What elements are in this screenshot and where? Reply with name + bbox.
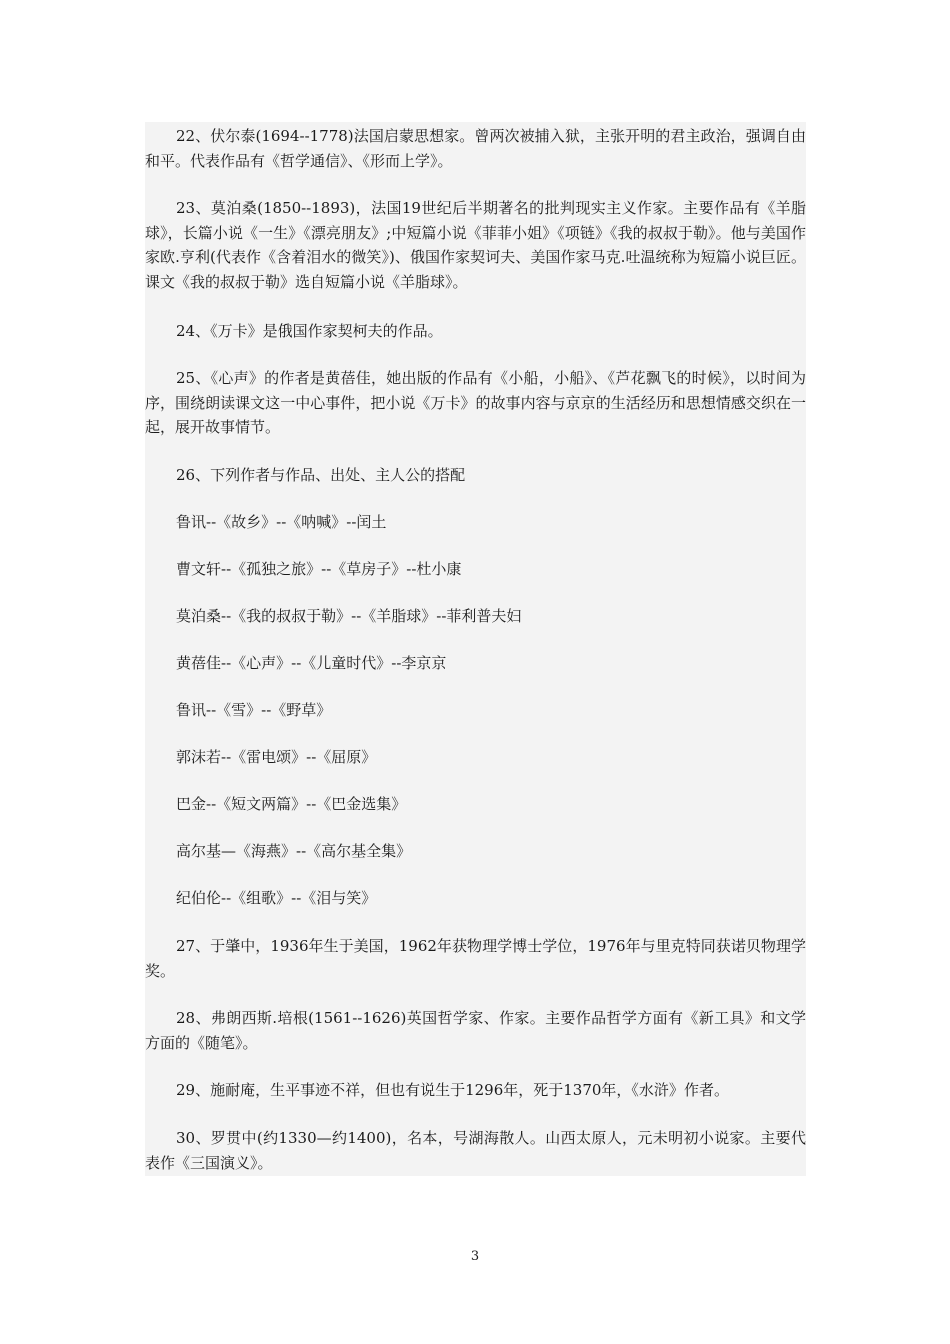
pairing-item: 高尔基—《海燕》--《高尔基全集》: [176, 842, 412, 860]
page-number: 3: [470, 1249, 480, 1264]
paragraph-22: 22、伏尔泰(1694--1778)法国启蒙思想家。曾两次被捕入狱，主张开明的君主政治，强调自由和平。代表作品有《哲学通信》、《形而上学》。: [145, 127, 806, 170]
pairing-item: 巴金--《短文两篇》--《巴金选集》: [176, 795, 407, 813]
pairing-item: 鲁讯--《故乡》--《呐喊》--闰土: [176, 513, 387, 531]
pairing-item: 鲁讯--《雪》--《野草》: [176, 701, 332, 719]
paragraph-28: 28、弗朗西斯.培根(1561--1626)英国哲学家、作家。主要作品哲学方面有《新工具》和文学方面的《随笔》。: [145, 1009, 806, 1052]
paragraph-24: 24、《万卡》是俄国作家契柯夫的作品。: [176, 322, 443, 340]
pairing-item: 曹文轩--《孤独之旅》--《草房子》--杜小康: [176, 560, 462, 578]
pairing-item: 纪伯伦--《组歌》--《泪与笑》: [176, 889, 377, 907]
paragraph-27: 27、于肇中，1936年生于美国，1962年获物理学博士学位，1976年与里克特同获诺贝物理学奖。: [145, 937, 806, 980]
paragraph-26: 26、下列作者与作品、出处、主人公的搭配: [176, 466, 466, 484]
paragraph-23: 23、莫泊桑(1850--1893)，法国19世纪后半期著名的批判现实主义作家。主要作品有《羊脂球》，长篇小说《一生》《漂亮朋友》;中短篇小说《菲菲小姐》《项链》《我的叔叔于勒》。他与美国作家欧.亨利(代表作《含着泪水的微笑》)、俄国作家契诃夫、美国作家马克.吐温统称为短篇小说巨匠。课文《我的叔叔于勒》选自短篇小说《羊脂球》。: [145, 199, 806, 291]
pairing-item: 莫泊桑--《我的叔叔于勒》--《羊脂球》--菲利普夫妇: [176, 607, 522, 625]
pairing-item: 郭沫若--《雷电颂》--《屈原》: [176, 748, 377, 766]
paragraph-30: 30、罗贯中(约1330—约1400)，名本，号湖海散人。山西太原人，元未明初小说家。主要代表作《三国演义》。: [145, 1129, 806, 1172]
paragraph-25: 25、《心声》的作者是黄蓓佳，她出版的作品有《小船，小船》、《芦花飘飞的时候》，以时间为序，围绕朗读课文这一中心事件，把小说《万卡》的故事内容与京京的生活经历和思想情感交织在一起，展开故事情节。: [145, 369, 806, 436]
pairing-item: 黄蓓佳--《心声》--《儿童时代》--李京京: [176, 654, 447, 672]
paragraph-29: 29、施耐庵，生平事迹不祥，但也有说生于1296年，死于1370年，《水浒》作者。: [176, 1081, 729, 1099]
